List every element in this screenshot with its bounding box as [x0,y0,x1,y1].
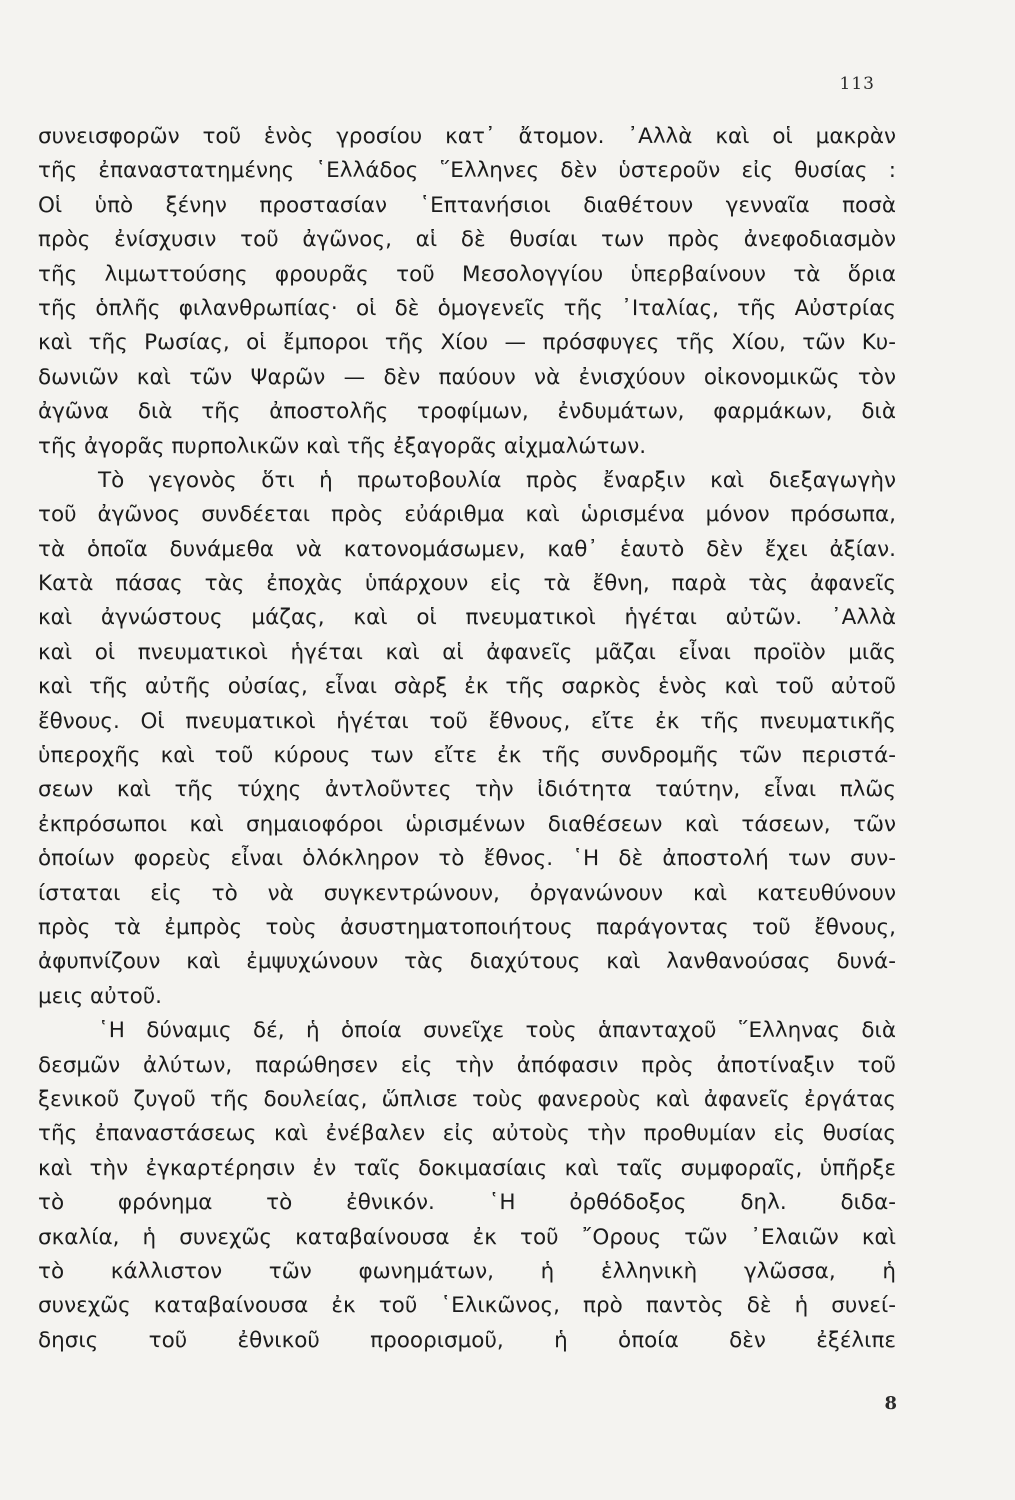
text-line: ὑπεροχῆς καὶ τοῦ κύρους των εἴτε ἐκ τῆς συνδρομῆς τῶν περιστά- [38,743,896,769]
text-line: καὶ οἱ πνευματικοὶ ἡγέται καὶ αἱ ἀφανεῖς μᾶζαι εἶναι προϊὸν μιᾶς [38,639,896,665]
text-line: καὶ τὴν ἐγκαρτέρησιν ἐν ταῖς δοκιμασίαις καὶ ταῖς συμφοραῖς, ὑπῆρξε [38,1155,896,1181]
text-line: καὶ τῆς Ρωσίας, οἱ ἔμποροι τῆς Χίου — πρόσφυγες τῆς Χίου, τῶν Κυ- [38,330,896,356]
paragraph-start-line: Τὸ γεγονὸς ὅτι ἡ πρωτοβουλία πρὸς ἔναρξιν καὶ διεξαγωγὴν [98,467,896,493]
text-line: Κατὰ πάσας τὰς ἐποχὰς ὑπάρχουν εἰς τὰ ἔθνη, παρὰ τὰς ἀφανεῖς [38,571,896,597]
text-line: συνεχῶς καταβαίνουσα ἐκ τοῦ ῾Ελικῶνος, πρὸ παντὸς δὲ ἡ συνεί- [38,1293,896,1319]
text-line: ἔθνους. Οἱ πνευματικοὶ ἡγέται τοῦ ἔθνους, εἴτε ἐκ τῆς πνευματικῆς [38,708,896,734]
page-number: 113 [839,74,875,94]
text-line: ἀγῶνα διὰ τῆς ἀποστολῆς τροφίμων, ἐνδυμάτων, φαρμάκων, διὰ [38,399,896,425]
text-line: τῆς ὁπλῆς φιλανθρωπίας· οἱ δὲ ὁμογενεῖς τῆς ᾿Ιταλίας, τῆς Αὐστρίας [38,295,896,321]
text-line: ἀφυπνίζουν καὶ ἐμψυχώνουν τὰς διαχύτους καὶ λανθανούσας δυνά- [38,949,896,975]
text-line: τοῦ ἀγῶνος συνδέεται πρὸς εὐάριθμα καὶ ὡρισμένα μόνον πρόσωπα, [38,502,896,528]
text-line: τὰ ὁποῖα δυνάμεθα νὰ κατονομάσωμεν, καθ᾿ ἑαυτὸ δὲν ἔχει ἀξίαν. [38,536,896,562]
text-line: Οἱ ὑπὸ ξένην προστασίαν ῾Επτανήσιοι διαθέτουν γενναῖα ποσὰ [38,192,896,218]
text-body [38,120,896,1358]
text-line: σκαλία, ἡ συνεχῶς καταβαίνουσα ἐκ τοῦ ῎Ορους τῶν ᾿Ελαιῶν καὶ [38,1224,896,1250]
text-line: τὸ κάλλιστον τῶν φωνημάτων, ἡ ἑλληνικὴ γλῶσσα, ἡ [38,1258,896,1284]
text-line: τῆς λιμωττούσης φρουρᾶς τοῦ Μεσολογγίου ὑπερβαίνουν τὰ ὅρια [38,261,896,287]
text-line: τῆς ἐπαναστατημένης ῾Ελλάδος ῞Ελληνες δὲν ὑστεροῦν εἰς θυσίας : [38,158,896,184]
paragraph-start-line: ῾Η δύναμις δέ, ἡ ὁποία συνεῖχε τοὺς ἁπανταχοῦ ῞Ελληνας διὰ [98,1018,896,1044]
text-line: ίσταται εἰς τὸ νὰ συγκεντρώνουν, ὀργανώνουν καὶ κατευθύνουν [38,880,896,906]
text-line: πρὸς ἐνίσχυσιν τοῦ ἀγῶνος, αἱ δὲ θυσίαι των πρὸς ἀνεφοδιασμὸν [38,227,896,253]
text-line: ἐκπρόσωποι καὶ σημαιοφόροι ὡρισμένων διαθέσεων καὶ τάσεων, τῶν [38,811,896,837]
text-line: σεων καὶ τῆς τύχης ἀντλοῦντες τὴν ἰδιότητα ταύτην, εἶναι πλῶς [38,777,896,803]
text-line: ὁποίων φορεὺς εἶναι ὁλόκληρον τὸ ἔθνος. ῾Η δὲ ἀποστολή των συν- [38,846,896,872]
text-line: τῆς ἀγορᾶς πυρπολικῶν καὶ τῆς ἐξαγορᾶς αἰχμαλώτων. [38,433,647,459]
text-line: μεις αὐτοῦ. [38,983,163,1009]
text-line: τῆς ἐπαναστάσεως καὶ ἐνέβαλεν εἰς αὐτοὺς τὴν προθυμίαν εἰς θυσίας [38,1121,896,1147]
text-line: τὸ φρόνημα τὸ ἐθνικόν. ῾Η ὀρθόδοξος δηλ. διδα- [38,1190,896,1216]
text-line: ξενικοῦ ζυγοῦ τῆς δουλείας, ὥπλισε τοὺς φανεροὺς καὶ ἀφανεῖς ἐργάτας [38,1086,896,1112]
text-line: δησις τοῦ ἐθνικοῦ προορισμοῦ, ἡ ὁποία δὲν ἐξέλιπε [38,1327,896,1353]
text-line: συνεισφορῶν τοῦ ἑνὸς γροσίου κατ᾿ ἄτομον. ᾿Αλλὰ καὶ οἱ μακρὰν [38,124,896,149]
text-line: πρὸς τὰ ἐμπρὸς τοὺς ἀσυστηματοποιήτους παράγοντας τοῦ ἔθνους, [38,914,896,940]
signature-mark: 8 [884,1393,897,1414]
text-line: καὶ ἀγνώστους μάζας, καὶ οἱ πνευματικοὶ ἡγέται αὐτῶν. ᾿Αλλὰ [38,605,896,631]
text-line: καὶ τῆς αὐτῆς οὐσίας, εἶναι σὰρξ ἐκ τῆς σαρκὸς ἑνὸς καὶ τοῦ αὐτοῦ [38,674,896,700]
text-line: δωνιῶν καὶ τῶν Ψαρῶν — δὲν παύουν νὰ ἐνισχύουν οἰκονομικῶς τὸν [38,364,896,390]
text-line: δεσμῶν ἀλύτων, παρώθησεν εἰς τὴν ἀπόφασιν πρὸς ἀποτίναξιν τοῦ [38,1052,896,1078]
